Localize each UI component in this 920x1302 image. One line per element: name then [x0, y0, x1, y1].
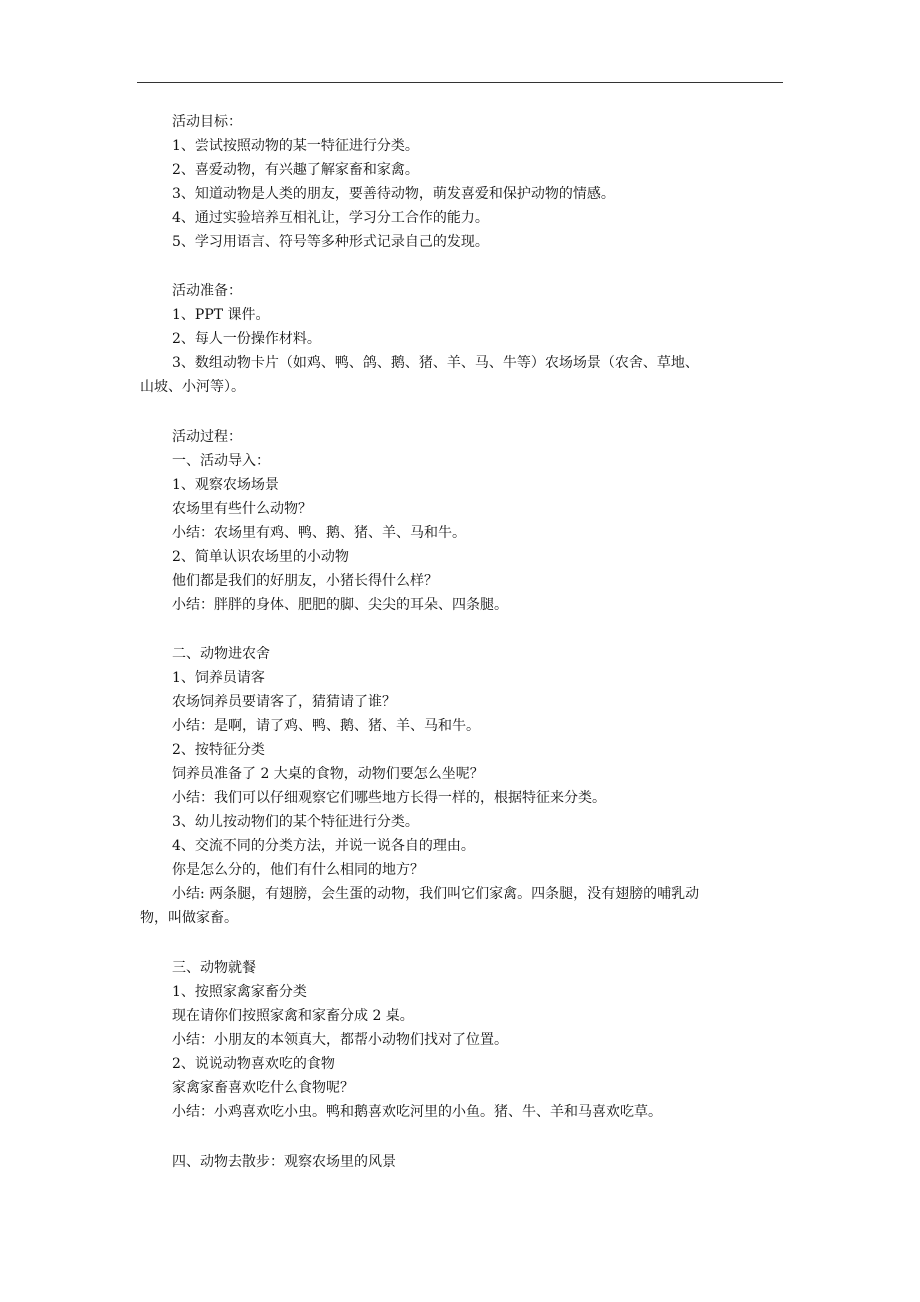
- text-line: 家禽家畜喜欢吃什么食物呢？: [172, 1080, 354, 1096]
- text-line: 小结：小鸡喜欢吃小虫。鸭和鹅喜欢吃河里的小鱼。猪、牛、羊和马喜欢吃草。: [172, 1104, 662, 1120]
- text-line: 3、幼儿按动物们的某个特征进行分类。: [172, 814, 419, 830]
- subsection-heading: 四、动物去散步：观察农场里的风景: [172, 1154, 396, 1170]
- text-line: 物，叫做家畜。: [140, 910, 238, 926]
- subsection-heading: 二、动物进农舍: [172, 646, 270, 662]
- text-line: 你是怎么分的，他们有什么相同的地方？: [172, 862, 424, 878]
- section-heading-preparation: 活动准备：: [172, 283, 242, 299]
- text-line: 1、观察农场场景: [172, 477, 279, 493]
- text-line: 小结：是啊，请了鸡、鸭、鹅、猪、羊、马和牛。: [172, 718, 480, 734]
- text-line: 4、交流不同的分类方法，并说一说各自的理由。: [172, 838, 475, 854]
- text-line: 现在请你们按照家禽和家畜分成 2 桌。: [172, 1008, 414, 1024]
- text-line: 他们都是我们的好朋友，小猪长得什么样？: [172, 573, 438, 589]
- text-line: 1、PPT 课件。: [172, 307, 270, 323]
- text-line: 2、喜爱动物，有兴趣了解家畜和家禽。: [172, 162, 419, 178]
- text-line: 小结：胖胖的身体、肥肥的脚、尖尖的耳朵、四条腿。: [172, 597, 508, 613]
- subsection-heading: 一、活动导入：: [172, 453, 270, 469]
- text-line: 1、尝试按照动物的某一特征进行分类。: [172, 138, 419, 154]
- text-line: 小结：农场里有鸡、鸭、鹅、猪、羊、马和牛。: [172, 525, 466, 541]
- text-line: 小结：小朋友的本领真大，都帮小动物们找对了位置。: [172, 1032, 508, 1048]
- text-line: 5、学习用语言、符号等多种形式记录自己的发现。: [172, 234, 489, 250]
- text-line: 小结：我们可以仔细观察它们哪些地方长得一样的，根据特征来分类。: [172, 790, 606, 806]
- header-rule: [137, 82, 783, 83]
- text-line: 3、知道动物是人类的朋友，要善待动物，萌发喜爱和保护动物的情感。: [172, 186, 615, 202]
- subsection-heading: 三、动物就餐: [172, 960, 256, 976]
- text-line: 2、说说动物喜欢吃的食物: [172, 1056, 335, 1072]
- text-line: 小结: 两条腿，有翅膀，会生蛋的动物，我们叫它们家禽。四条腿，没有翅膀的哺乳动: [172, 886, 700, 902]
- section-heading-process: 活动过程：: [172, 429, 242, 445]
- text-line: 1、饲养员请客: [172, 670, 265, 686]
- section-heading-goals: 活动目标：: [172, 114, 242, 130]
- text-line: 农场里有些什么动物？: [172, 501, 312, 517]
- text-line: 1、按照家禽家畜分类: [172, 984, 307, 1000]
- text-line: 2、按特征分类: [172, 742, 265, 758]
- text-line: 2、简单认识农场里的小动物: [172, 549, 349, 565]
- text-line: 3、数组动物卡片（如鸡、鸭、鸽、鹅、猪、羊、马、牛等）农场场景（农舍、草地、: [172, 355, 699, 371]
- text-line: 2、每人一份操作材料。: [172, 331, 321, 347]
- text-line: 4、通过实验培养互相礼让，学习分工合作的能力。: [172, 210, 489, 226]
- text-line: 农场饲养员要请客了，猜猜请了谁？: [172, 694, 396, 710]
- text-line: 饲养员准备了 2 大桌的食物，动物们要怎么坐呢？: [172, 766, 484, 782]
- text-line: 山坡、小河等）。: [140, 379, 245, 395]
